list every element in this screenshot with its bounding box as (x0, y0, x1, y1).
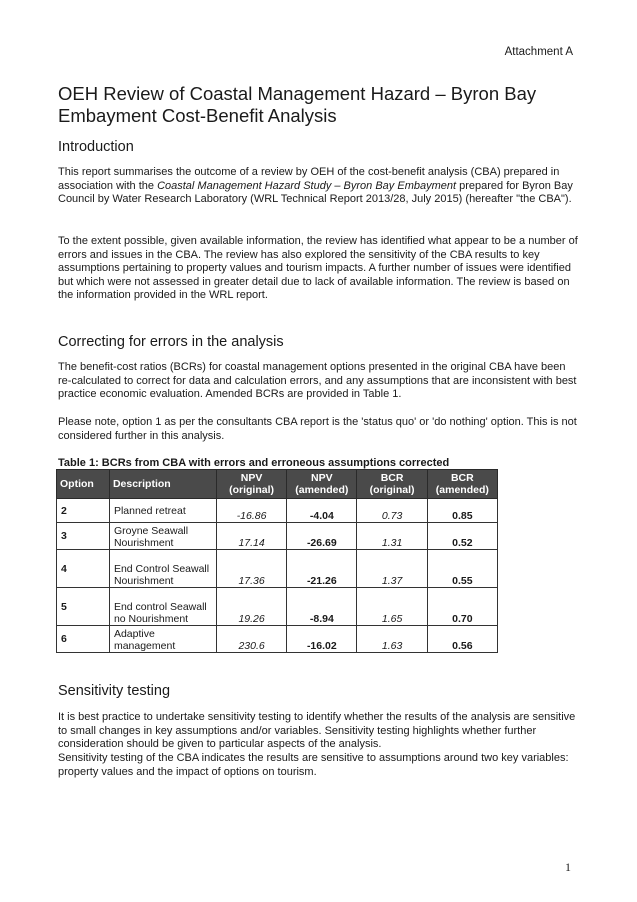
cell-option: 5 (57, 588, 110, 626)
bcr-table (56, 469, 498, 653)
cell-option: 4 (57, 550, 110, 588)
col-bcr-original: BCR (original) (357, 470, 427, 499)
study-title-italic: Coastal Management Hazard Study – Byron Bay Embayment (157, 179, 457, 192)
cell-description: End control Seawall no Nourishment (109, 588, 216, 626)
table-caption: Table 1: BCRs from CBA with errors and erroneous assumptions corrected (58, 457, 450, 469)
table-header-row (57, 470, 498, 499)
table-row (57, 588, 498, 626)
cell-option: 6 (57, 626, 110, 653)
table-row (57, 626, 498, 653)
introduction-heading: Introduction (58, 139, 134, 155)
table-row (57, 499, 498, 523)
errors-paragraph-1: The benefit-cost ratios (BCRs) for coastal management options presented in the original CBA have been re-calculated to correct for data and calculation errors, and any assumptions that are inconsistent with best practice economic evaluation. Amended BCRs are provided in Table 1. (58, 361, 577, 401)
cell-bcr-original: 1.65 (357, 588, 427, 626)
col-description: Description (109, 470, 216, 499)
cell-bcr-amended: 0.70 (427, 588, 497, 626)
cell-npv-amended: -16.02 (287, 626, 357, 653)
cell-bcr-amended: 0.56 (427, 626, 497, 653)
cell-bcr-original: 1.31 (357, 523, 427, 550)
table-row (57, 523, 498, 550)
cell-option: 2 (57, 499, 110, 523)
table-row (57, 550, 498, 588)
cell-npv-amended: -8.94 (287, 588, 357, 626)
col-npv-amended: NPV (amended) (287, 470, 357, 499)
cell-description: End Control Seawall Nourishment (109, 550, 216, 588)
page-number: 1 (565, 860, 571, 874)
col-bcr-amended: BCR (amended) (427, 470, 497, 499)
cell-bcr-amended: 0.52 (427, 523, 497, 550)
cell-npv-amended: -21.26 (287, 550, 357, 588)
cell-bcr-amended: 0.55 (427, 550, 497, 588)
cell-npv-amended: -4.04 (287, 499, 357, 523)
cell-npv-original: -16.86 (216, 499, 286, 523)
cell-description: Groyne Seawall Nourishment (109, 523, 216, 550)
sensitivity-paragraph-1: It is best practice to undertake sensitivity testing to identify whether the results of the analysis are sensitive to small changes in key assumptions and/or variables. Sensitivity testing highlights whether further consideration should be given to particular aspects of the analysis. (58, 711, 576, 751)
sensitivity-paragraph-2: Sensitivity testing of the CBA indicates the results are sensitive to assumptions around two key variables: property values and the impact of options on tourism. (58, 752, 569, 778)
intro-paragraph-2: To the extent possible, given available information, the review has identified what appear to be a number of errors and issues in the CBA. The review has also explored the sensitivity of the CBA results to key assumptions pertaining to property values and tourism impacts. A further number of issues were identified but which were not assessed in greater detail due to lack of available information. The review is based on the information provided in the WRL report. (58, 235, 578, 302)
attachment-label: Attachment A (504, 46, 573, 58)
cell-bcr-original: 1.63 (357, 626, 427, 653)
cell-npv-original: 19.26 (216, 588, 286, 626)
sensitivity-heading: Sensitivity testing (58, 683, 171, 699)
errors-heading: Correcting for errors in the analysis (58, 334, 284, 350)
cell-npv-amended: -26.69 (287, 523, 357, 550)
cell-description: Adaptive management (109, 626, 216, 653)
cell-bcr-amended: 0.85 (427, 499, 497, 523)
errors-paragraph-2: Please note, option 1 as per the consultants CBA report is the 'status quo' or 'do nothing' option. This is not considered further in this analysis. (58, 416, 577, 442)
cell-description: Planned retreat (109, 499, 216, 523)
intro-paragraph-1: This report summarises the outcome of a review by OEH of the cost-benefit analysis (CBA) prepared in association with the Coastal Management Hazard Study – Byron Bay Embayment prepared for Byron Bay Council by Water Research Laboratory (WRL Technical Report 2013/28, July 2015) (hereafter "the CBA"). (58, 166, 573, 206)
cell-bcr-original: 0.73 (357, 499, 427, 523)
cell-option: 3 (57, 523, 110, 550)
cell-npv-original: 17.36 (216, 550, 286, 588)
col-option: Option (57, 470, 110, 499)
cell-npv-original: 230.6 (216, 626, 286, 653)
cell-npv-original: 17.14 (216, 523, 286, 550)
col-npv-original: NPV (original) (216, 470, 286, 499)
cell-bcr-original: 1.37 (357, 550, 427, 588)
document-title: OEH Review of Coastal Management Hazard – Byron Bay Embayment Cost-Benefit Analysis (58, 83, 537, 126)
